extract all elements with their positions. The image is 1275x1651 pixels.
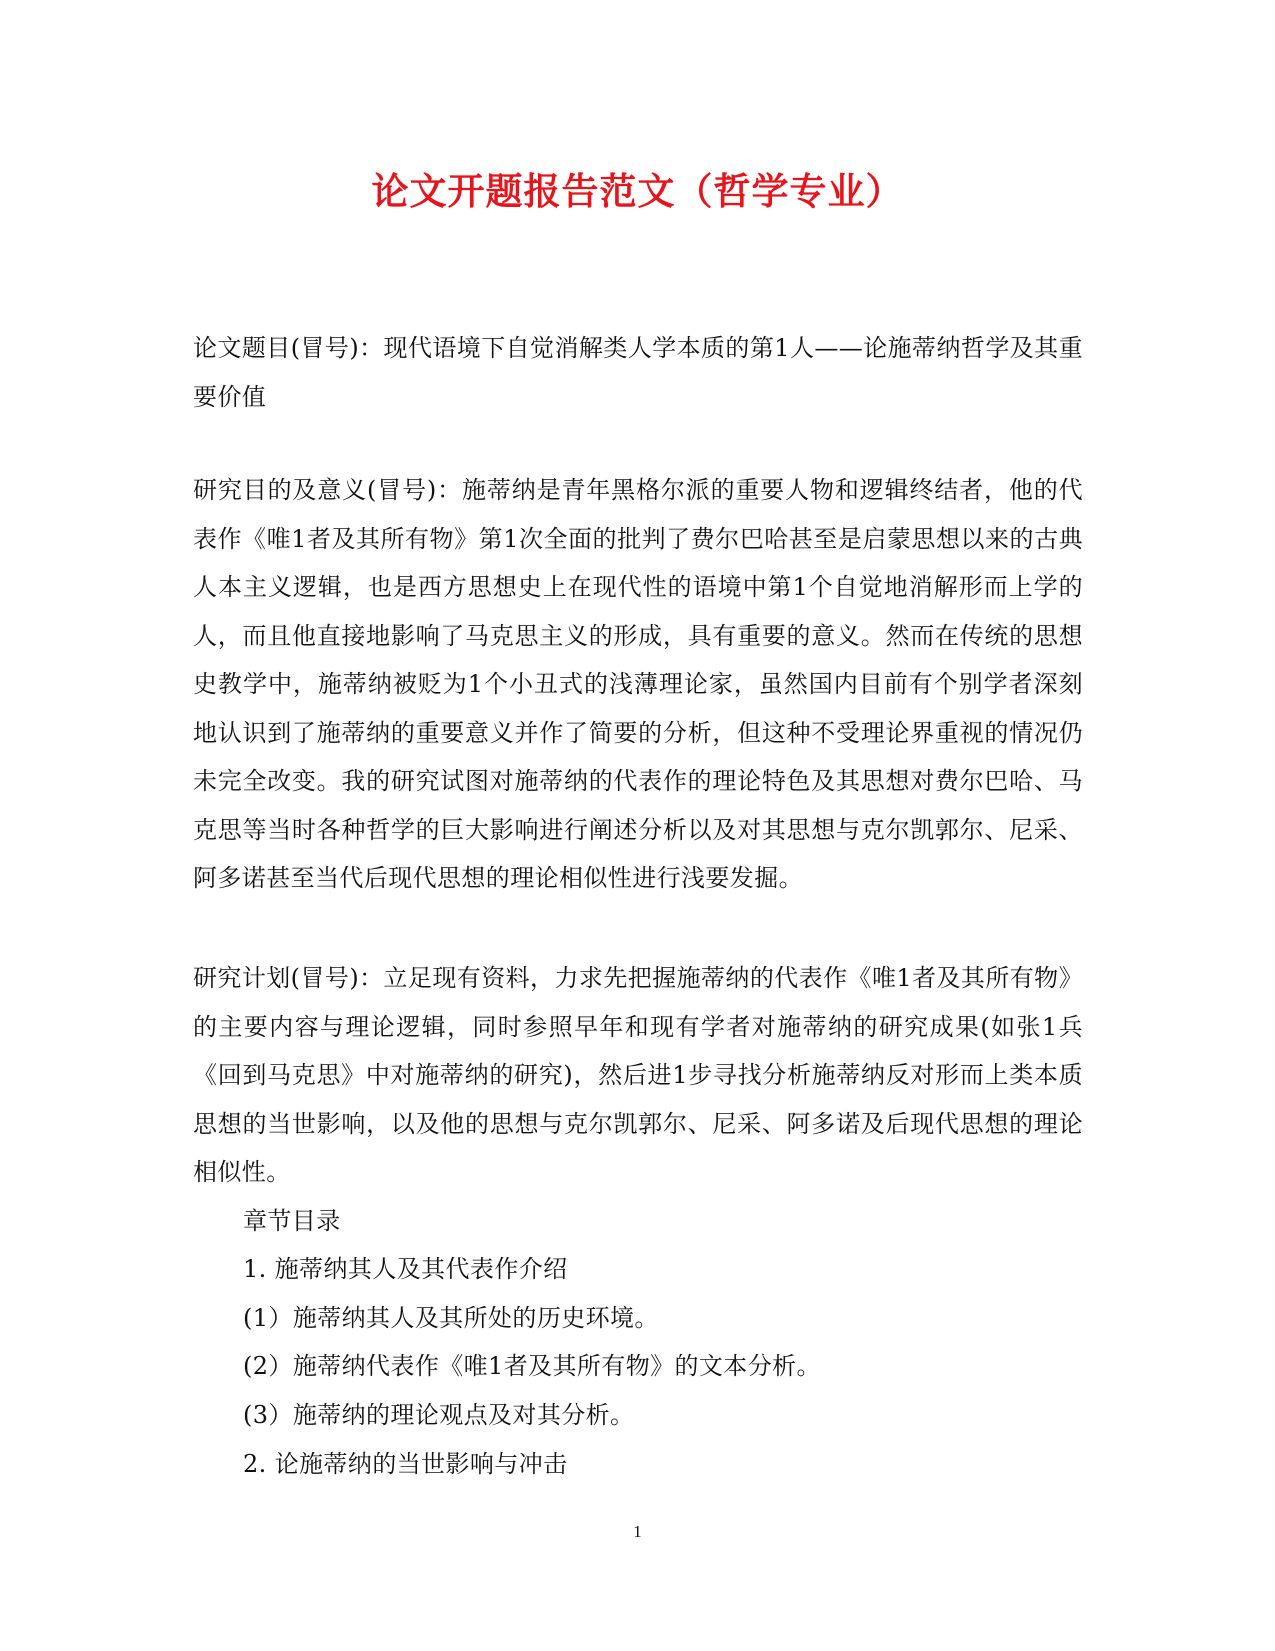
paper-topic-paragraph: 论文题目(冒号)：现代语境下自觉消解类人学本质的第1人——论施蒂纳哲学及其重要价值 [193,334,1083,411]
research-purpose-paragraph: 研究目的及意义(冒号)：施蒂纳是青年黑格尔派的重要人物和逻辑终结者，他的代表作《唯1者及其所有物》第1次全面的批判了费尔巴哈甚至是启蒙思想以来的古典人本主义逻辑，也是西方思想史上在现代性的语境中第1个自觉地消解形而上学的人，而且他直接地影响了马克思主义的形成，具有重要的意义。然而在传统的思想史教学中，施蒂纳被贬为1个小丑式的浅薄理论家，虽然国内目前有个别学者深刻地认识到了施蒂纳的重要意义并作了简要的分析，但这种不受理论界重视的情况仍未完全改变。我的研究试图对施蒂纳的代表作的理论特色及其思想对费尔巴哈、马克思等当时各种哲学的巨大影响进行阐述分析以及对其思想与克尔凯郭尔、尼采、阿多诺甚至当代后现代思想的理论相似性进行浅要发掘。 [193,476,1083,892]
toc-item: (2）施蒂纳代表作《唯1者及其所有物》的文本分析。 [243,1352,821,1380]
toc-heading: 章节目录 [243,1207,341,1235]
toc-item: (1）施蒂纳其人及其所处的历史环境。 [243,1304,659,1332]
toc-item: 2. 论施蒂纳的当世影响与冲击 [243,1450,568,1478]
toc-item: (3）施蒂纳的理论观点及对其分析。 [243,1401,635,1429]
document-title: 论文开题报告范文（哲学专业） [371,170,904,213]
page-number: 1 [633,1522,642,1541]
research-plan-paragraph: 研究计划(冒号)：立足现有资料，力求先把握施蒂纳的代表作《唯1者及其所有物》的主要内容与理论逻辑，同时参照早年和现有学者对施蒂纳的研究成果(如张1兵《回到马克思》中对施蒂纳的研究)，然后进1步寻找分析施蒂纳反对形而上类本质思想的当世影响，以及他的思想与克尔凯郭尔、尼采、阿多诺及后现代思想的理论相似性。 [193,964,1083,1186]
toc-item: 1. 施蒂纳其人及其代表作介绍 [243,1255,568,1283]
